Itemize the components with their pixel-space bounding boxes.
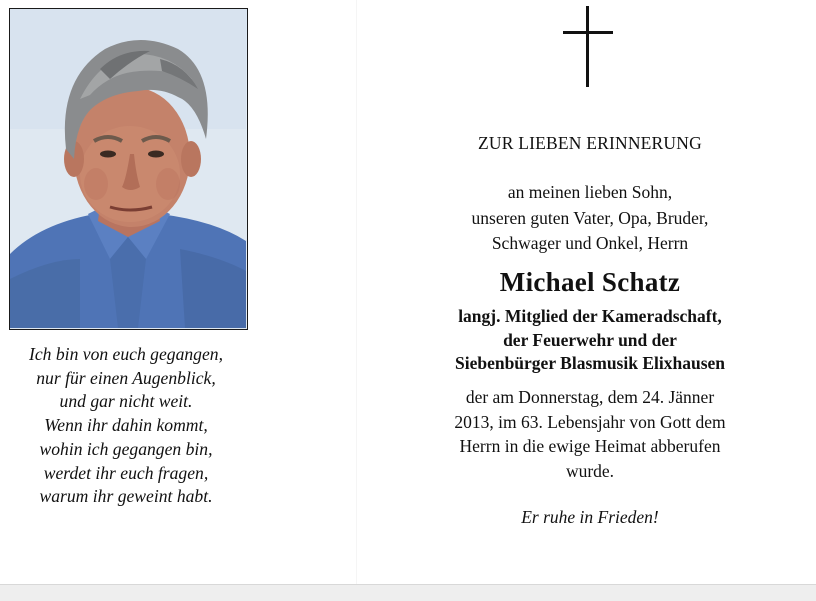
poem-line: nur für einen Augenblick,	[36, 367, 216, 388]
card-fold-line	[356, 0, 357, 584]
affiliation-line: der Feuerwehr und der	[503, 329, 677, 350]
death-notice-line: der am Donnerstag, dem 24. Jänner	[465, 387, 715, 407]
addressee-line: an meinen lieben Sohn,	[507, 182, 673, 202]
memorial-heading: ZUR LIEBEN ERINNERUNG	[478, 133, 702, 153]
addressee-lines	[390, 180, 790, 257]
deceased-name: Michael Schatz	[499, 267, 681, 297]
portrait-photo	[9, 8, 248, 330]
poem-line: und gar nicht weit.	[59, 391, 193, 412]
affiliation-line: Siebenbürger Blasmusik Elixhausen	[454, 353, 726, 373]
portrait-illustration	[10, 9, 246, 328]
scan-bottom-edge	[0, 584, 816, 601]
poem-line: warum ihr geweint habt.	[39, 486, 213, 507]
poem-line: werdet ihr euch fragen,	[43, 462, 209, 483]
addressee-line: unseren guten Vater, Opa, Bruder,	[471, 207, 709, 228]
poem-line: wohin ich gegangen bin,	[39, 438, 213, 459]
addressee-line: Schwager und Onkel, Herrn	[491, 233, 689, 253]
death-notice-line: Herrn in die ewige Heimat abberufen	[459, 436, 721, 456]
death-notice-line: wurde.	[565, 460, 615, 481]
poem-line: Ich bin von euch gegangen,	[29, 344, 223, 364]
death-notice-line: 2013, im 63. Lebensjahr von Gott dem	[454, 411, 726, 432]
poem	[0, 343, 252, 509]
death-notice	[390, 385, 790, 483]
affiliation-lines	[390, 305, 790, 376]
poem-line: Wenn ihr dahin kommt,	[44, 415, 208, 436]
affiliation-line: langj. Mitglied der Kameradschaft,	[458, 306, 722, 326]
closing-blessing: Er ruhe in Frieden!	[521, 507, 659, 527]
